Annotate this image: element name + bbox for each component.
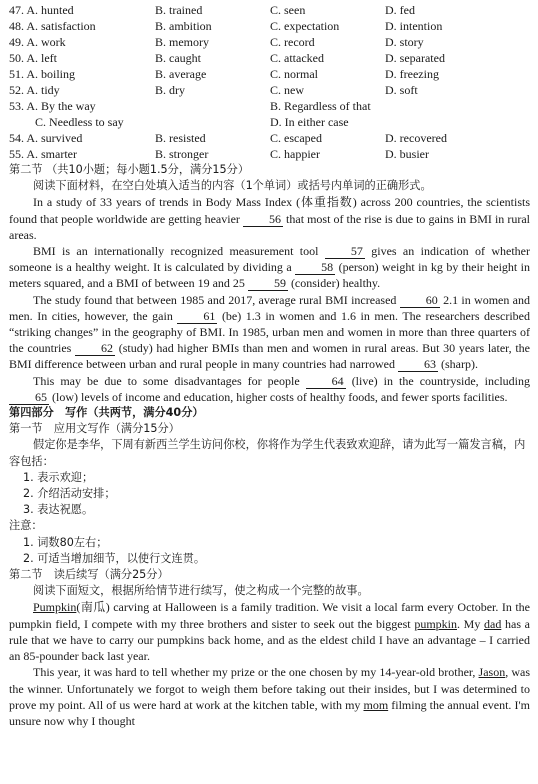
option-row (9, 82, 530, 98)
option-c: C. happier (270, 147, 320, 161)
cloze-passage (9, 194, 530, 405)
blank-65[interactable]: 65 (9, 391, 49, 405)
note-item: 1. 词数80左右； (23, 535, 108, 549)
option-a (9, 18, 155, 34)
option-c: C. expectation (270, 19, 340, 33)
passage-text: (live) in the countryside, including (351, 373, 531, 388)
story-text: has a rule that we have to carry our pumpkins back home, and as the eldest child I have an advantage – I carried an 85-pounder back last year. (9, 616, 530, 664)
blank-58[interactable]: 58 (295, 261, 335, 275)
option-c: C. attacked (270, 51, 324, 65)
option-row (9, 146, 530, 162)
option-row (9, 2, 530, 18)
q-number: 55. (9, 147, 24, 161)
underlined-word: Jason (478, 665, 506, 680)
q-number: 50. (9, 51, 24, 65)
option-c: C. normal (270, 67, 318, 81)
part-4-title: 第四部分 写作（共两节，满分40分） (9, 406, 204, 420)
option-row (9, 98, 530, 114)
q-number: 48. (9, 19, 24, 33)
story-text: filming the annual event. I'm unsure now why I thought (9, 697, 530, 728)
option-d: D. soft (385, 83, 418, 97)
option-row (9, 130, 530, 146)
story-text: (南瓜) carving at Halloween is a family tradition. We visit a local farm every October. In the pumpkin field, I compete with my three brothers and sister to seek out the biggest (9, 600, 530, 631)
option-d: D. separated (385, 51, 445, 65)
passage-text: This may be due to some disadvantages for people (33, 373, 300, 388)
writing-section-2-title: 第二节 读后续写（满分25分） (9, 568, 169, 582)
option-b: B. Regardless of that (270, 99, 371, 113)
option-row (9, 66, 530, 82)
option-b: B. dry (155, 83, 185, 97)
q-number: 52. (9, 83, 24, 97)
option-b: B. resisted (155, 131, 206, 145)
q-number: 51. (9, 67, 24, 81)
option-a (9, 98, 270, 114)
passage-paragraph (9, 194, 530, 243)
blank-63[interactable]: 63 (398, 358, 438, 372)
section-2-instructions: 阅读下面材料，在空白处填入适当的内容（1个单词）或括号内单词的正确形式。 (33, 179, 432, 193)
note-item: 2. 可适当增加细节，以使行文连贯。 (23, 551, 206, 565)
blank-56[interactable]: 56 (243, 213, 283, 227)
option-a-text: A. survived (26, 131, 83, 145)
option-row (9, 34, 530, 50)
option-a-text: A. smarter (26, 147, 77, 161)
option-a (9, 2, 155, 18)
passage-text: BMI is an internationally recognized measurement tool (33, 244, 319, 259)
story-text: . My (456, 616, 481, 631)
underlined-word: Pumpkin (33, 600, 77, 615)
option-c: C. new (270, 83, 304, 97)
underlined-word: dad (484, 616, 502, 631)
story-paragraph (9, 664, 530, 729)
option-row (9, 18, 530, 34)
passage-text: (be) 1.3 in women and 1.6 in men. The researchers described “striking changes” in the geography of BMI. In 1985, urban men and women in more than three quarters of the countries (9, 308, 531, 356)
option-d: D. In either case (270, 115, 349, 129)
passage-paragraph (9, 373, 530, 405)
option-d: D. busier (385, 147, 429, 161)
option-a (9, 130, 155, 146)
passage-paragraph (9, 243, 530, 292)
content-item: 2. 介绍活动安排； (23, 487, 116, 501)
writing-section-2-prompt: 阅读下面短文，根据所给情节进行续写，使之构成一个完整的故事。 (33, 584, 369, 598)
passage-text: The study found that between 1985 and 2017, average rural BMI increased (33, 292, 397, 307)
option-c: C. Needless to say (35, 115, 124, 129)
option-a (9, 50, 155, 66)
option-a-text: A. left (26, 51, 57, 65)
passage-text: In a study of 33 years of trends in Body Mass Index (体重指数) across 200 countries, the scientists found that people worldwide are getting heavier (9, 195, 530, 226)
blank-64[interactable]: 64 (306, 375, 346, 389)
option-a (9, 146, 155, 162)
passage-text: gives an indication of whether someone is a healthy weight. It is calculated by dividing a (9, 244, 531, 275)
notes-title: 注意： (9, 519, 43, 533)
option-b: B. ambition (155, 19, 212, 33)
option-b: B. caught (155, 51, 201, 65)
option-a-text: A. tidy (26, 83, 60, 97)
option-b: B. stronger (155, 147, 209, 161)
option-a-text: A. boiling (26, 67, 76, 81)
option-c: C. escaped (270, 131, 322, 145)
underlined-word: pumpkin (414, 616, 457, 631)
option-d: D. freezing (385, 67, 439, 81)
q-number: 47. (9, 3, 24, 17)
blank-57[interactable]: 57 (325, 245, 365, 259)
writing-section-1-title: 第一节 应用文写作（满分15分） (9, 422, 180, 436)
passage-paragraph (9, 292, 530, 373)
story-text: This year, it was hard to tell whether my prize or the one chosen by my 14-year-old brother, (33, 665, 476, 680)
option-a-text: A. satisfaction (26, 19, 96, 33)
option-a (9, 34, 155, 50)
option-a-text: A. work (26, 35, 66, 49)
option-b: B. trained (155, 3, 203, 17)
option-row (9, 50, 530, 66)
passage-text: (sharp). (440, 357, 478, 372)
blank-62[interactable]: 62 (75, 342, 115, 356)
q-number: 54. (9, 131, 24, 145)
q-number: 49. (9, 35, 24, 49)
content-item: 1. 表示欢迎； (23, 470, 94, 484)
q-number: 53. (9, 99, 24, 113)
option-row (9, 114, 530, 130)
option-d: D. story (385, 35, 424, 49)
passage-text: (consider) healthy. (290, 276, 381, 291)
passage-text: 2.1 in women and men. In cities, however, the gain (9, 292, 531, 323)
option-d: D. recovered (385, 131, 447, 145)
option-a-text: A. hunted (26, 3, 74, 17)
blank-61[interactable]: 61 (177, 310, 217, 324)
story-paragraph (9, 599, 530, 664)
passage-text: that most of the rise is due to gains in BMI in rural areas. (9, 211, 531, 242)
story-passage (9, 599, 530, 729)
passage-text: (person) weight in kg by their height in meters squared, and a BMI of between 19 and 25 (9, 260, 531, 291)
option-d: D. intention (385, 19, 443, 33)
writing-section-1-prompt: 假定你是李华，下周有新西兰学生访问你校，你将作为学生代表致欢迎辞，请为此写一篇发言稿，内容包括： (9, 438, 526, 468)
section-2-title: 第二节 （共10小题；每小题1.5分，满分15分） (9, 163, 250, 176)
passage-text: (low) levels of income and education, higher costs of healthy foods, and fewer sports facilities. (52, 389, 508, 404)
option-b: B. average (155, 67, 207, 81)
choice-options-47-52 (9, 2, 530, 162)
underlined-word: mom (363, 697, 389, 712)
option-a (9, 82, 155, 98)
option-a-text: A. By the way (26, 99, 96, 113)
content-item: 3. 表达祝愿。 (23, 503, 94, 517)
story-text: , was the winner. Unfortunately we forgot to weigh them before taking out their insides, but I was determined to prove my point. All of us were hard at work at the kitchen table, with my (9, 665, 531, 712)
option-c: C. seen (270, 3, 306, 17)
blank-59[interactable]: 59 (248, 277, 288, 291)
option-d: D. fed (385, 3, 415, 17)
blank-60[interactable]: 60 (400, 294, 440, 308)
option-a (9, 66, 155, 82)
option-b: B. memory (155, 35, 209, 49)
option-c: C. record (270, 35, 315, 49)
passage-text: (study) had higher BMIs than men and women in rural areas. But 30 years later, the BMI difference between urban and rural people in many countries had narrowed (9, 341, 530, 372)
